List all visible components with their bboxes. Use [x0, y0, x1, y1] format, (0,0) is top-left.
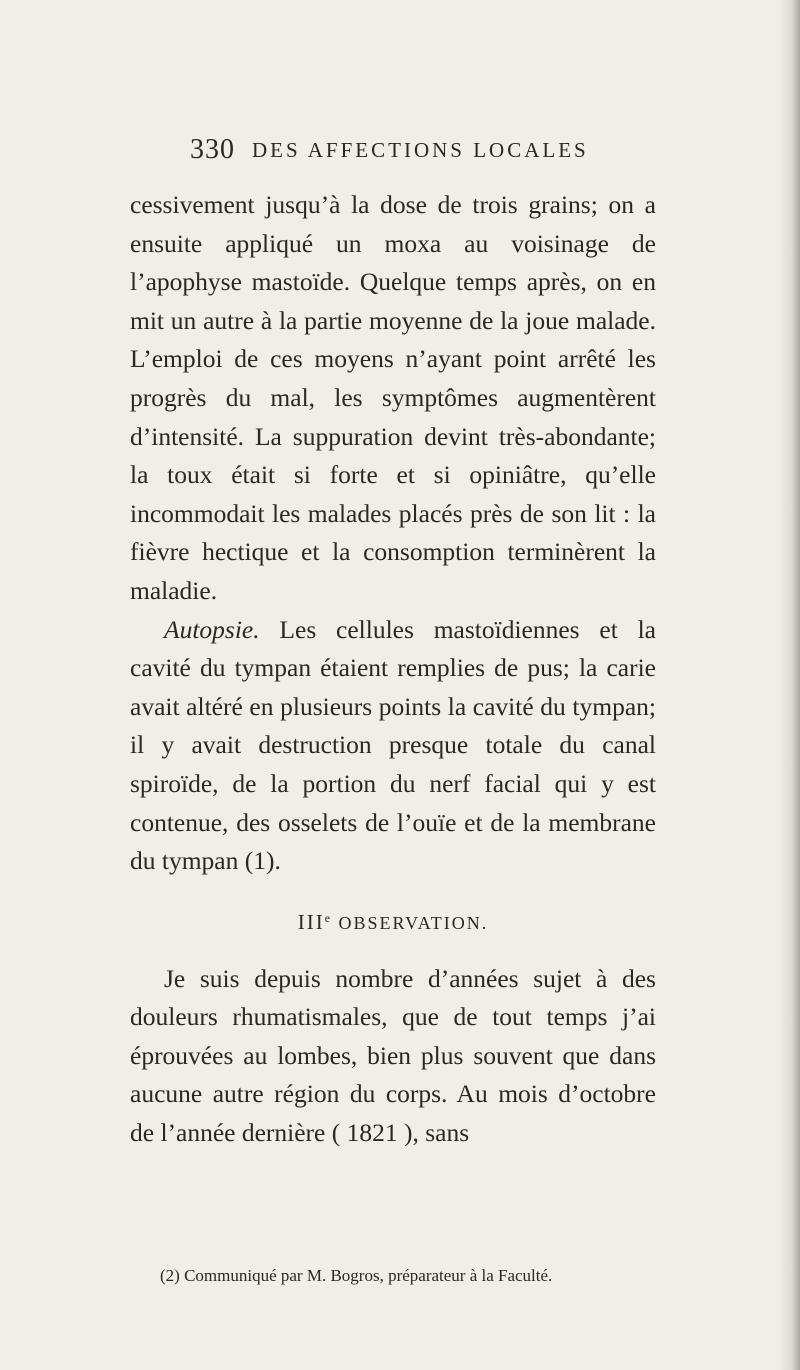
running-head: DES AFFECTIONS LOCALES [252, 138, 589, 162]
observation-label: OBSERVATION. [338, 912, 489, 933]
page-number: 330 [190, 134, 235, 165]
body-text [130, 186, 656, 1153]
observation-superscript: e [324, 910, 333, 925]
paragraph-observation: Je suis depuis nombre d’années sujet à des douleurs rhumatismales, que de tout temps j’ai éprouvées au lombes, bien plus souvent que dans aucune autre région du corps. Au mois d’octobre de l’année dernière ( 1821 ), sans [130, 963, 656, 1148]
page-header [190, 134, 650, 178]
observation-heading [130, 903, 656, 938]
footnote: (2) Communiqué par M. Bogros, préparateur à la Faculté. [160, 1266, 553, 1285]
paragraph-autopsy [130, 611, 656, 881]
observation-number: III [297, 909, 325, 934]
autopsy-text: Les cellules mastoïdiennes et la cavité du tympan étaient remplies de pus; la carie avait altéré en plusieurs points la cavité du tympan; il y avait destruction presque totale du canal spiroïde, de la portion du nerf facial qui y est contenue, des osselets de l’ouïe et de la membrane du tympan (1). [130, 614, 656, 876]
page-edge-shadow [778, 0, 800, 1370]
autopsy-lead: Autopsie. [164, 614, 260, 644]
paragraph-continuation: cessivement jusqu’à la dose de trois grains; on a ensuite appliqué un moxa au voisinage de l’apophyse mastoïde. Quelque temps après, on en mit un autre à la partie moyenne de la joue malade. L’emploi de ces moyens n’ayant point arrêté les progrès du mal, les symptômes augmentèrent d’intensité. La suppuration devint très-abondante; la toux était si forte et si opiniâtre, qu’elle incommodait les malades placés près de son lit : la fièvre hectique et la consomption terminèrent la maladie. [130, 190, 656, 605]
